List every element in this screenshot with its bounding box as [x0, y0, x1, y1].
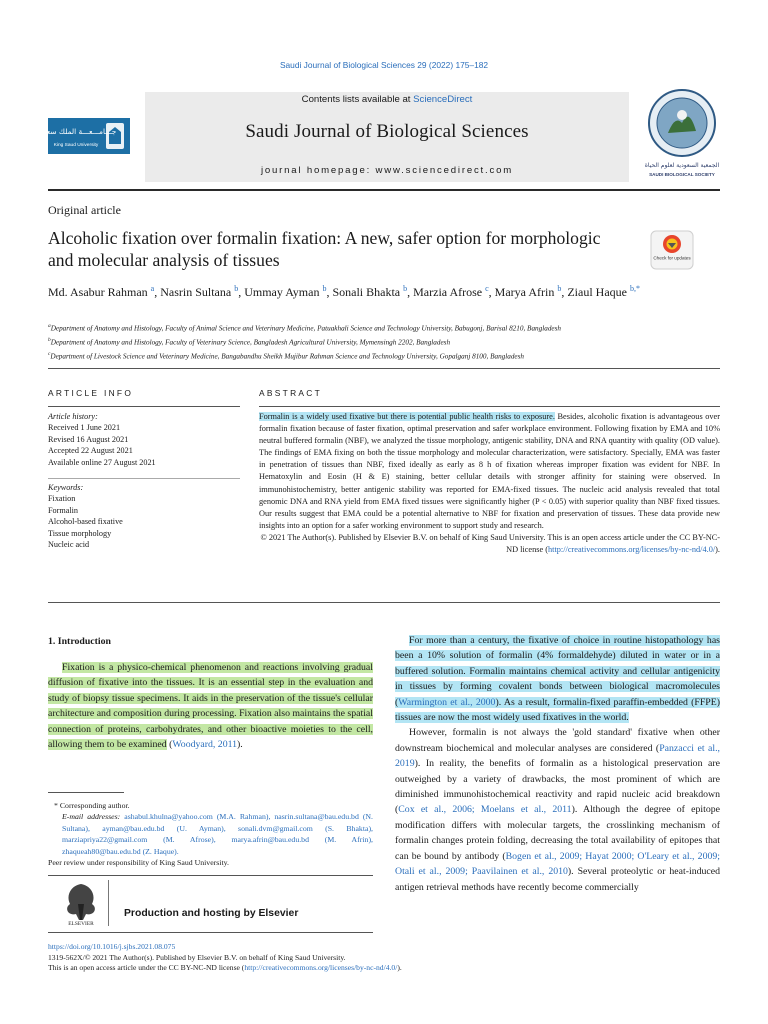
- affiliation-item: [48, 321, 728, 335]
- keywords-label: Keywords:: [48, 483, 84, 492]
- elsevier-tree-logo: [58, 880, 104, 926]
- author-affiliation-marker[interactable]: b: [403, 284, 408, 293]
- p3-text: ). In reality, the benefits of formalin as a histological preservation are outweighed by a variety of drawbacks, the most prominent of which are diminished immunohistochemical reactivity and rapid nucleic acid breakdown (: [395, 758, 720, 816]
- abstract-highlight: Formalin is a widely used fixative but there is potential public health risks to exposure.: [259, 412, 555, 421]
- license-end: ).: [397, 963, 402, 973]
- history-rule: [48, 478, 240, 479]
- author[interactable]: [332, 285, 407, 299]
- peer-review-note: Peer review under responsibility of King Saud University.: [48, 858, 229, 868]
- check-for-updates-label: Check for updates: [653, 255, 691, 261]
- author-separator: ,: [154, 285, 161, 299]
- sbs-logo-text-en: SAUDI BIOLOGICAL SOCIETY: [649, 172, 715, 177]
- author[interactable]: [567, 285, 640, 299]
- intro-paragraph-2: [395, 633, 720, 725]
- abstract-rule: [259, 406, 720, 407]
- author-name: Marzia Afrose: [413, 285, 483, 299]
- affiliation-marker: c: [48, 350, 51, 357]
- citation-link[interactable]: Panzacci et al., 2019: [395, 742, 720, 770]
- elsevier-logo-text: ELSEVIER: [68, 921, 94, 927]
- author[interactable]: [160, 285, 238, 299]
- affiliation-marker: b: [48, 336, 51, 343]
- bottom-license-link[interactable]: http://creativecommons.org/licenses/by-nc-nd/4.0/: [244, 963, 398, 973]
- copyright-text: © 2021 The Author(s). Published by Elsevier B.V. on behalf of King Saud University. This is an open access article under the CC BY-NC-ND license (: [260, 532, 720, 555]
- p3-text: ). Although the degree of epitope modification differs with molecular targets, the crosslinking mechanism of formalin changes protein folding, decreasing the total availability of epitopes that can be bound by antibody (: [395, 804, 721, 862]
- saudi-biological-society-logo: [643, 85, 721, 179]
- keyword-item: Fixation: [48, 494, 76, 504]
- contents-line: [145, 94, 629, 105]
- abstract-heading: ABSTRACT: [259, 388, 323, 398]
- p2-highlight-end: ). As a result, formalin-fixed paraffin-embedded (FFPE) tissues are now the most widely used fixatives in the world.: [395, 696, 720, 724]
- author-separator: ,: [407, 285, 414, 299]
- author-affiliation-marker[interactable]: b: [322, 284, 327, 293]
- introduction-heading: 1. Introduction: [48, 636, 111, 647]
- keyword-item: Formalin: [48, 505, 79, 515]
- corresponding-author-note: * Corresponding author.: [54, 801, 130, 810]
- author[interactable]: [48, 285, 154, 299]
- email-addresses: [48, 811, 373, 857]
- author-name: Nasrin Sultana: [160, 285, 232, 299]
- check-for-updates-badge[interactable]: [650, 230, 694, 270]
- abstract-text: [259, 411, 720, 556]
- license-prefix: This is an open access article under the CC BY-NC-ND license (: [48, 963, 245, 973]
- author[interactable]: [413, 285, 489, 299]
- affiliation-marker: a: [48, 323, 51, 329]
- journal-homepage-link[interactable]: journal homepage: www.sciencedirect.com: [260, 165, 514, 176]
- author-name: Ummay Ayman: [244, 285, 320, 299]
- ksu-logo-subtext: King Saud University: [53, 143, 99, 148]
- affiliation-item: [48, 335, 728, 349]
- author-affiliation-marker[interactable]: b: [234, 284, 239, 293]
- copyright-end: ).: [715, 545, 720, 555]
- p2-highlight-text: For more than a century, the fixative of choice in routine histopathology has been a 10% solution of formalin (4% formaldehyde) diluted in water or in a buffered solution. Formalin maintains chemical activity and cellular antigenicity in tissues by forming covalent bonds between biological macromolecules (: [395, 635, 720, 708]
- p3-text: ). Several proteolytic or heat-induced antigen retrieval methods have recently become commercially: [395, 866, 720, 893]
- affiliation-text: Department of Anatomy and Histology, Faculty of Animal Science and Veterinary Medicine, Patuakhali Science and Technology University, Babugonj, Barisal 8210, Bangladesh: [50, 324, 561, 333]
- ksu-logo-text: جـــامـــعـــة الملك سعود: [39, 127, 117, 136]
- author[interactable]: [244, 285, 326, 299]
- citation-link[interactable]: Woodyard, 2011: [172, 739, 238, 751]
- abstract-bottom-rule: [48, 602, 720, 603]
- doi-link[interactable]: https://doi.org/10.1016/j.sjbs.2021.08.075: [48, 942, 176, 951]
- sbs-logo-text-ar: الجمعية السعودية لعلوم الحياة: [644, 162, 720, 169]
- author-name: Sonali Bhakta: [332, 285, 401, 299]
- citation-link[interactable]: Warmington et al., 2000: [398, 696, 496, 708]
- author-affiliation-marker[interactable]: b: [557, 284, 562, 293]
- history-received: Received 1 June 2021: [48, 423, 121, 433]
- keywords: [48, 482, 240, 550]
- affiliations: [48, 321, 728, 362]
- footnotes: [48, 800, 373, 868]
- affiliation-text: Department of Livestock Science and Veterinary Medicine, Bangabandhu Sheikh Mujibur Rahman Science and Technology University, Gopalganj 8100, Bangladesh: [50, 351, 525, 360]
- contents-prefix: Contents lists available at: [301, 94, 414, 105]
- history-revised: Revised 16 August 2021: [48, 434, 129, 444]
- keyword-item: Tissue morphology: [48, 528, 112, 538]
- affiliation-rule: [48, 368, 720, 369]
- article-info-heading: ARTICLE INFO: [48, 388, 134, 398]
- affiliation-text: Department of Anatomy and Histology, Faculty of Veterinary Science, Bangladesh Agricultural University, Mymensingh 2202, Bangladesh: [50, 338, 451, 347]
- elsevier-divider: [108, 880, 109, 926]
- author-affiliation-marker[interactable]: b,*: [629, 284, 640, 293]
- email-links[interactable]: ashabul.khulna@yahoo.com (M.A. Rahman), nasrin.sultana@bau.edu.bd (N. Sultana), ayman@bau.edu.bd (U. Ayman), sonali.dvm@gmail.com (S. Bhakta), marziapriya22@gmail.com (M. Afrose), marya.afrin@bau.edu.bd (M. Afrin), zhaqueah80@bau.edu.bd (Z. Haque).: [62, 812, 373, 856]
- author-list: [48, 281, 720, 301]
- citation-link[interactable]: Cox et al., 2006; Moelans et al., 2011: [398, 804, 572, 816]
- article-history: [48, 411, 240, 468]
- author-name: Md. Asabur Rahman: [48, 285, 148, 299]
- keyword-item: Nucleic acid: [48, 540, 90, 550]
- sciencedirect-link[interactable]: ScienceDirect: [413, 94, 473, 105]
- article-info-rule: [48, 406, 240, 407]
- citation-link[interactable]: Bogen et al., 2009; Hayat 2000; O'Leary et al., 2009; Otali et al., 2009; Paavilainen et al., 2010: [395, 850, 720, 878]
- author-separator: ,: [488, 285, 495, 299]
- author-affiliation-marker[interactable]: a: [150, 284, 155, 293]
- author-separator: ,: [561, 285, 568, 299]
- author-separator: ,: [326, 285, 333, 299]
- intro-paragraph-1: Fixation is a physico-chemical phenomenon and reactions involving gradual diffusion of fixative into the tissues. It is an essential step in the evaluation and study of biopsy tissue specimens. It aids in the preservation of the tissue's cellular architecture and composition during processing. Fixation also maintains the spatial connection of proteins, carbohydrates, and other bioactive moieties to the cell, allowing them to be examined (Woodyard, 2011).: [48, 662, 373, 751]
- intro-left-column: [48, 660, 373, 752]
- abstract-copyright: [259, 532, 720, 556]
- intro-highlight-blue: [395, 635, 720, 723]
- history-label: Article history:: [48, 412, 98, 421]
- elsevier-hosting-text: Production and hosting by Elsevier: [124, 908, 299, 919]
- author-name: Marya Afrin: [494, 285, 555, 299]
- bottom-metadata: [48, 942, 720, 974]
- intro-right-column: [395, 633, 720, 895]
- footnote-rule: [48, 792, 124, 793]
- citation-end: ).: [237, 739, 243, 751]
- intro-highlight-green: Fixation is a physico-chemical phenomenon and reactions involving gradual diffusion of fixative into the tissues. It is an essential step in the evaluation and study of biopsy tissue specimens. It aids in the preservation of the tissue's cellular architecture and composition during processing. Fixation also maintains the spatial connection of proteins, carbohydrates, and other bioactive moieties to the cell, allowing them to be examined: [48, 662, 373, 751]
- author[interactable]: [495, 285, 562, 299]
- license-line: [48, 963, 720, 974]
- history-accepted: Accepted 22 August 2021: [48, 446, 133, 456]
- journal-citation-link[interactable]: Saudi Journal of Biological Sciences 29 (2022) 175–182: [279, 60, 489, 70]
- author-separator: ,: [238, 285, 245, 299]
- header-rule: [48, 189, 720, 191]
- emails-label: E-mail addresses:: [62, 812, 121, 822]
- article-title: Alcoholic fixation over formalin fixation: A new, safer option for morphologic and molecular analysis of tissues: [48, 228, 601, 270]
- history-online: Available online 27 August 2021: [48, 457, 156, 467]
- author-name: Ziaul Haque: [567, 285, 627, 299]
- p3-text: However, formalin is not always the 'gold standard' fixative when other downstream biochemical and molecular analyses are considered (: [395, 727, 720, 754]
- intro-paragraph-3: [395, 725, 720, 894]
- author-affiliation-marker[interactable]: c: [485, 284, 489, 293]
- keyword-item: Alcohol-based fixative: [48, 517, 123, 527]
- issn-line: 1319-562X/© 2021 The Author(s). Published by Elsevier B.V. on behalf of King Saud University.: [48, 952, 346, 962]
- king-saud-university-logo: [39, 118, 130, 154]
- affiliation-item: [48, 349, 728, 363]
- license-link[interactable]: http://creativecommons.org/licenses/by-nc-nd/4.0/: [548, 545, 716, 555]
- journal-title: Saudi Journal of Biological Sciences: [245, 121, 529, 142]
- article-type: Original article: [48, 203, 121, 217]
- abstract-body: Besides, alcoholic fixation is advantageous over formalin fixation because of faster fixation, optimal preservation and safer workplace environment. Following fixation by EMA and 10% neutral buffered formalin (NBF), we analyzed the tissue morphology, antigenic stability, DNA and RNA quantity with quality (OD value). The findings of EMA fixing on both the tissue morphology and molecular characterization, were satisfactory. Specially, EMA was faster in penetration of tissues than NBF, fixed ideally as early as 8 h of fixation whereas improper fixation was evident for NBF. In Hematoxylin and Eosin (H & E) staining, better cellular details with stronger affinity for staining were observed. In immunohistochemistry, better antigenic stability was reported for EMA-fixed tissues. The nucleic acid analysis revealed that total genomic DNA and RNA yield from EMA fixed tissues were significantly higher (P < 0.05) with superior quality than NBF fixed tissues. Our results suggest that EMA could be a potential alternative to NBF for fixation and preservation of tissues. These data provide new insights into an option for a safer working environment to support study and research.: [259, 412, 721, 530]
